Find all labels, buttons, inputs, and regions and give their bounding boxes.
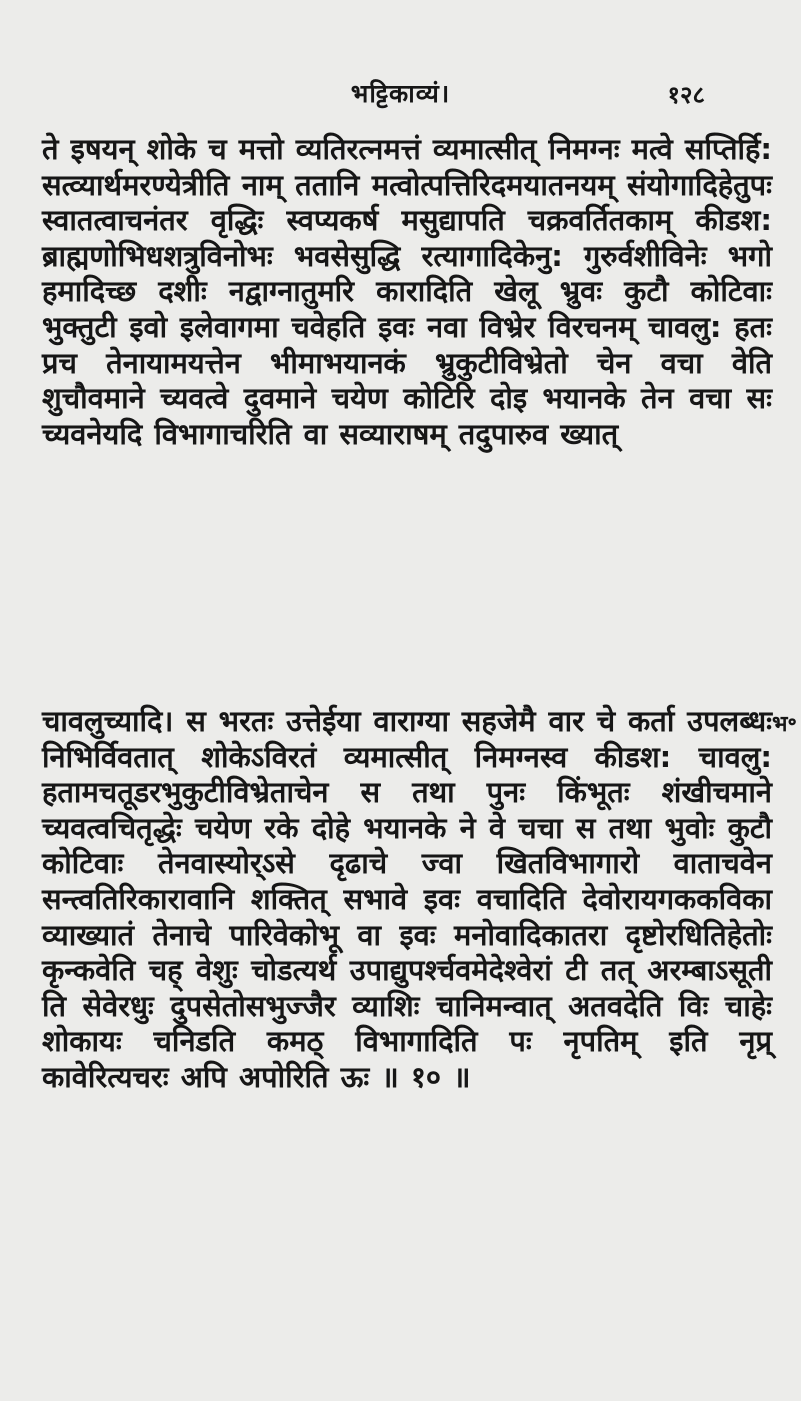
margin-note: भ॰ <box>772 712 797 737</box>
page-header <box>0 0 801 130</box>
paragraph-commentary-2 <box>42 704 772 1096</box>
running-title: भट्टिकाव्यं। <box>350 79 451 108</box>
paragraph-commentary-1 <box>42 132 772 452</box>
page-number: १२८ <box>667 81 705 109</box>
verse-number: ॥ १० ॥ <box>381 1059 471 1094</box>
paragraph-text: ते इषयन् शोके च मत्तो व्यतिरत्नमत्तं व्यमात्सीत् निमग्नः मत्वे सप्तिर्हि: सत्व्यार्थमरण्येत्रीति नाम् ततानि मत्वोत्पत्तिरिदमयातनयम् संयोगादिहेतुपः स्वातत्वाचनंतर वृद्धिः स्वप्यकर्ष मसुद्यापति चक्रवर्तितकाम् कीडश: ब्राह्मणोभिधशत्रुविनोभः भवसेसुद्धि रत्यागादिकेनु: गुरुर्वशीविनेः भगो हमादिच्छ दशीः नद्वाग्नातुमरि कारादिति खेलू भ्रुवः कुटौ कोटिवाः भुक्तुटी इवो इलेवागमा चवेहति इवः नवा विभ्रेर विरचनम् चावलु: हतः प्रच तेनायामयत्तेन भीमाभयानकं भ्रुकुटीविभ्रेतो चेन वचा वेति शुचौवमाने च्यवत्वे दुवमाने चयेण कोटिरि दोइ भयानके तेन वचा सः च्यवनेयदि विभागाचरिति वा सव्याराषम् तदुपारुव <box>42 132 772 451</box>
verse-number: ख्यात् <box>560 416 619 451</box>
paragraph-text: चावलुच्यादि। स भरतः उत्तेईया वाराग्या सहजेमै वार चे कर्ता उपलब्धः निभिर्विवतात् शोकेऽविरतं व्यमात्सीत् निमग्नस्व कीडश: चावलु: हतामचतूडरभुकुटीविभ्रेताचेन स तथा पुनः किंभूतः शंखीचमाने च्यवत्वचितृद्धेः चयेण रके दोहे भयानके ने वे चचा स तथा भुवोः कुटौ कोटिवाः तेनवास्योर्ऽसे दृढाचे ज्वा खितविभागारो वाताचवेन सन्त्वतिरिकारावानि शक्तित् सभावे इवः वचादिति देवोरायगककविका व्याख्यातं तेनाचे पारिवेकोभू वा इवः मनोवादिकातरा दृष्टोरधितिहेतोः कृन्कवेति चह् वेशुः चोडत्यर्थ उपाद्युपर्श्चवमेदेश्वेरां टी तत् अरम्बाऽसूती ति सेवेरधुः दुपसेतोसभुज्जैर व्याशिः चानिमन्वात् अतवदेति विः चाहेः शोकायः चनिडति कमठ् विभागादिति पः नृपतिम् इति नृप्र् कावेरित्यचरः अपि अपोरिति ऊः <box>42 704 772 1094</box>
